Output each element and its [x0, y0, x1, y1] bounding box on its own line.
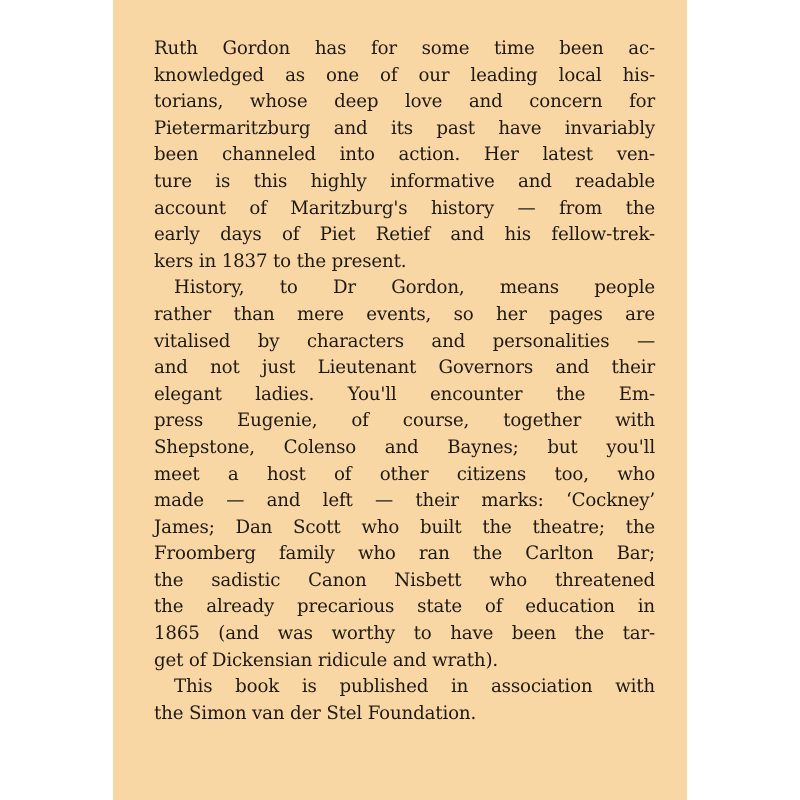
paragraph-3 — [154, 674, 655, 727]
text-line: early days of Piet Retief and his fellow-trek- — [154, 224, 655, 246]
text-line: made — and left — their marks: ‘Cockney’ — [154, 490, 655, 512]
text-line: the Simon van der Stel Foundation. — [154, 702, 477, 724]
text-line: ture is this highly informative and readable — [154, 170, 655, 192]
paragraph-2 — [154, 275, 655, 674]
text-line: Ruth Gordon has for some time been ac- — [154, 38, 655, 59]
book-back-cover — [113, 0, 687, 800]
text-line: History, to Dr Gordon, means people — [174, 277, 655, 299]
paragraph-1 — [154, 36, 655, 275]
text-line: get of Dickensian ridicule and wrath). — [154, 649, 499, 671]
text-line: the sadistic Canon Nisbett who threatened — [154, 569, 655, 591]
text-line: knowledged as one of our leading local his- — [154, 64, 655, 86]
text-line: This book is published in association with — [174, 676, 655, 698]
text-line: Froomberg family who ran the Carlton Bar; — [154, 543, 655, 565]
text-line: and not just Lieutenant Governors and their — [154, 357, 655, 379]
text-line: Pietermaritzburg and its past have invariably — [154, 117, 655, 139]
text-line: press Eugenie, of course, together with — [154, 410, 655, 432]
text-line: 1865 (and was worthy to have been the tar- — [154, 623, 655, 645]
text-line: the already precarious state of education in — [154, 596, 655, 618]
text-line: James; Dan Scott who built the theatre; the — [154, 516, 655, 538]
text-line: rather than mere events, so her pages are — [154, 303, 655, 325]
text-line: been channeled into action. Her latest ven- — [154, 144, 655, 166]
text-line: torians, whose deep love and concern for — [154, 91, 655, 113]
blurb-text — [154, 36, 655, 727]
text-line: Shepstone, Colenso and Baynes; but you'll — [154, 436, 655, 458]
text-line: elegant ladies. You'll encounter the Em- — [154, 383, 655, 405]
text-line: account of Maritzburg's history — from the — [154, 197, 655, 219]
text-line: meet a host of other citizens too, who — [154, 463, 655, 485]
text-line: kers in 1837 to the present. — [154, 250, 407, 272]
text-line: vitalised by characters and personalities — — [154, 330, 655, 352]
